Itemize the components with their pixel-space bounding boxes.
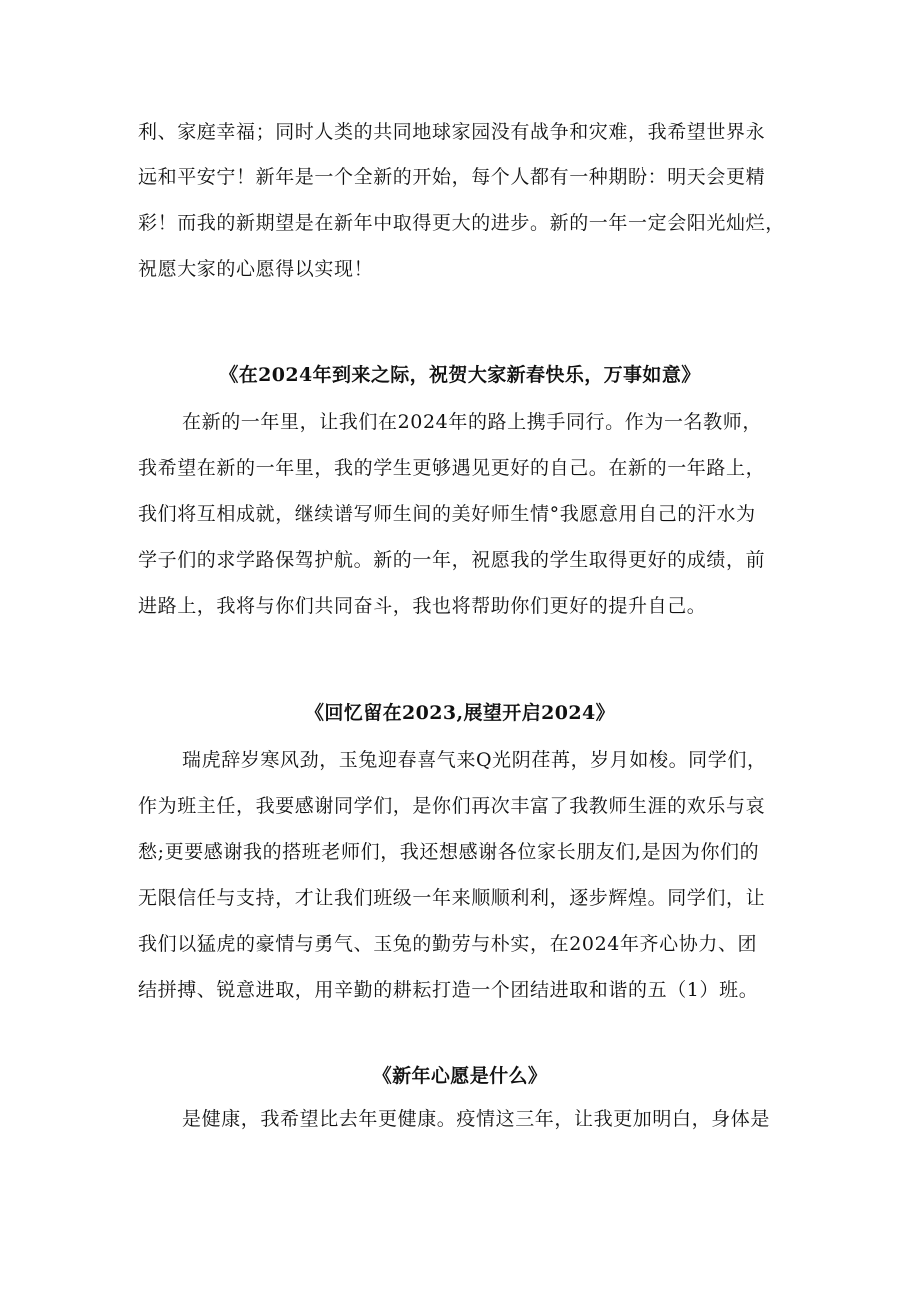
paragraph-line: 瑞虎辞岁寒风劲，玉兔迎春喜气来Q光阴荏苒，岁月如梭。同学们， xyxy=(182,749,767,771)
paragraph-line: 在新的一年里，让我们在2024年的路上携手同行。作为一名教师， xyxy=(182,411,762,433)
paragraph-line: 利、家庭幸福；同时人类的共同地球家园没有战争和灾难，我希望世界永 xyxy=(138,121,766,143)
paragraph-line: 是健康，我希望比去年更健康。疫情这三年，让我更加明白，身体是 xyxy=(182,1108,771,1130)
paragraph-line: 远和平安宁！新年是一个全新的开始，每个人都有一种期盼：明天会更精 xyxy=(138,166,766,188)
paragraph-line: 无限信任与支持，才让我们班级一年来顺顺利利，逐步辉煌。同学们，让 xyxy=(138,887,766,909)
paragraph-line: 我希望在新的一年里，我的学生更够遇见更好的自己。在新的一年路上， xyxy=(138,457,766,479)
section-title: 《新年心愿是什么》 xyxy=(372,1065,548,1087)
section-title: 《回忆留在2023,展望开启2024》 xyxy=(305,702,615,724)
paragraph-line: 彩！而我的新期望是在新年中取得更大的进步。新的一年一定会阳光灿烂， xyxy=(138,212,785,234)
paragraph-line: 作为班主任，我要感谢同学们，是你们再次丰富了我教师生涯的欢乐与哀 xyxy=(138,795,766,817)
paragraph-line: 进路上，我将与你们共同奋斗，我也将帮助你们更好的提升自己。 xyxy=(138,595,707,617)
paragraph-line: 我们以猛虎的豪情与勇气、玉兔的勤劳与朴实，在2024年齐心协力、团 xyxy=(138,933,758,955)
paragraph-line: 结拼搏、锐意进取，用辛勤的耕耘打造一个团结进取和谐的五（1）班。 xyxy=(138,979,759,1001)
paragraph-line: 学子们的求学路保驾护航。新的一年，祝愿我的学生取得更好的成绩，前 xyxy=(138,549,766,571)
section-title: 《在2024年到来之际，祝贺大家新春快乐，万事如意》 xyxy=(219,364,701,386)
paragraph-line: 愁;更要感谢我的搭班老师们，我还想感谢各位家长朋友们,是因为你们的 xyxy=(138,841,760,863)
paragraph-line: 祝愿大家的心愿得以实现！ xyxy=(138,258,374,280)
paragraph-line: 我们将互相成就，继续谱写师生间的美好师生情°我愿意用自己的汗水为 xyxy=(138,503,756,525)
